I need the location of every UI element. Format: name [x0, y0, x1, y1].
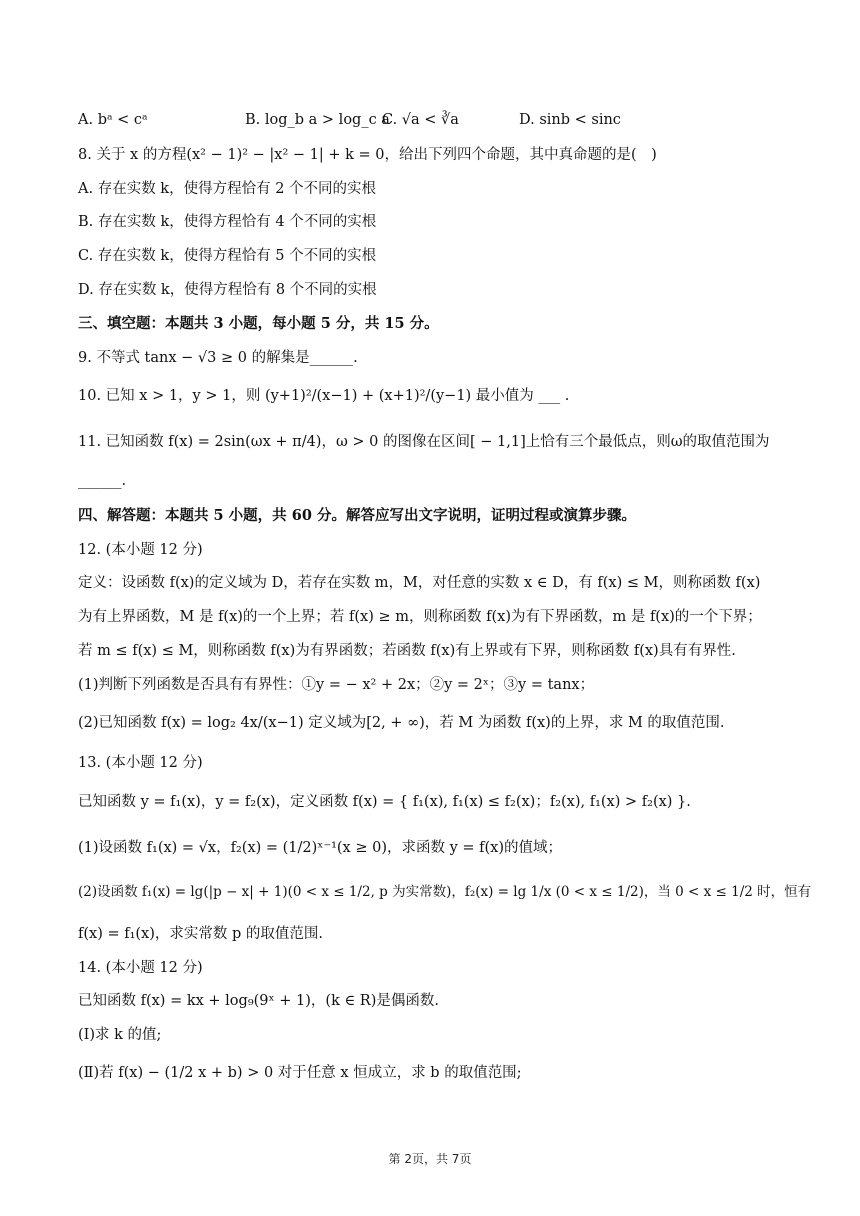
- q7-option-b: B. log_b a > log_c a: [245, 112, 390, 128]
- q8-option-b: B. 存在实数 k，使得方程恰有 4 个不同的实根: [78, 214, 377, 230]
- q14-part1: (Ⅰ)求 k 的值;: [78, 1027, 162, 1043]
- q8-option-d: D. 存在实数 k，使得方程恰有 8 个不同的实根: [78, 282, 377, 298]
- q12-title: 12. (本小题 12 分): [78, 542, 203, 558]
- section4-heading: 四、解答题：本题共 5 小题，共 60 分。解答应写出文字说明，证明过程或演算步骤。: [78, 507, 636, 524]
- q7-option-d: D. sinb < sinc: [519, 112, 621, 128]
- q9: 9. 不等式 tanx − √3 ≥ 0 的解集是______.: [78, 350, 358, 366]
- q11-line1: 11. 已知函数 f(x) = 2sin(ωx + π/4)，ω > 0 的图像在区间[ − 1,1]上恰有三个最低点，则ω的取值范围为: [78, 434, 770, 450]
- q12-line3: 若 m ≤ f(x) ≤ M，则称函数 f(x)为有界函数；若函数 f(x)有上界或有下界，则称函数 f(x)具有有界性.: [78, 643, 736, 659]
- q12-part1: (1)判断下列函数是否具有有界性：①y = − x² + 2x；②y = 2ˣ；③y = tanx；: [78, 677, 595, 693]
- q14-part2: (Ⅱ)若 f(x) − (1/2 x + b) > 0 对于任意 x 恒成立，求 b 的取值范围;: [78, 1065, 522, 1081]
- q14-title: 14. (本小题 12 分): [78, 960, 203, 976]
- q7-option-c: C. √a < ∛a: [382, 112, 459, 128]
- q13-title: 13. (本小题 12 分): [78, 755, 203, 771]
- q7-options: [78, 112, 798, 132]
- q12-line2: 为有上界函数，M 是 f(x)的一个上界；若 f(x) ≥ m，则称函数 f(x)为有下界函数，m 是 f(x)的一个下界；: [78, 609, 762, 625]
- q12-part2: (2)已知函数 f(x) = log₂ 4x/(x−1) 定义域为[2, + ∞)，若 M 为函数 f(x)的上界，求 M 的取值范围.: [78, 715, 725, 731]
- q7-option-a: A. bᵃ < cᵃ: [78, 112, 148, 128]
- q8-option-a: A. 存在实数 k，使得方程恰有 2 个不同的实根: [78, 181, 377, 197]
- section3-heading: 三、填空题：本题共 3 小题，每小题 5 分，共 15 分。: [78, 315, 439, 332]
- q13-part2-line2: f(x) = f₁(x)，求实常数 p 的取值范围.: [78, 926, 324, 942]
- q8-stem: 8. 关于 x 的方程(x² − 1)² − |x² − 1| + k = 0，给出下列四个命题，其中真命题的是( ): [78, 147, 657, 163]
- q10: 10. 已知 x > 1，y > 1，则 (y+1)²/(x−1) + (x+1)²/(y−1) 最小值为 ___ .: [78, 388, 570, 404]
- q8-option-c: C. 存在实数 k，使得方程恰有 5 个不同的实根: [78, 248, 377, 264]
- q14-line1: 已知函数 f(x) = kx + log₉(9ˣ + 1)，(k ∈ R)是偶函数.: [78, 993, 439, 1009]
- q13-line1: 已知函数 y = f₁(x)，y = f₂(x)，定义函数 f(x) = { f₁(x), f₁(x) ≤ f₂(x)；f₂(x), f₁(x) > f₂(x) }.: [78, 794, 691, 810]
- q13-part2-line1: (2)设函数 f₁(x) = lg(|p − x| + 1)(0 < x ≤ 1/2, p 为实常数)，f₂(x) = lg 1/x (0 < x ≤ 1/2)，当 0 < x ≤ 1/2 时，恒有: [78, 884, 812, 900]
- q12-line1: 定义：设函数 f(x)的定义域为 D，若存在实数 m，M，对任意的实数 x ∈ D，有 f(x) ≤ M，则称函数 f(x): [78, 575, 761, 591]
- page-footer: 第 2页，共 7页: [388, 1152, 472, 1166]
- q11-line2: ______.: [78, 473, 127, 489]
- q13-part1: (1)设函数 f₁(x) = √x，f₂(x) = (1/2)ˣ⁻¹(x ≥ 0)，求函数 y = f(x)的值域；: [78, 840, 563, 856]
